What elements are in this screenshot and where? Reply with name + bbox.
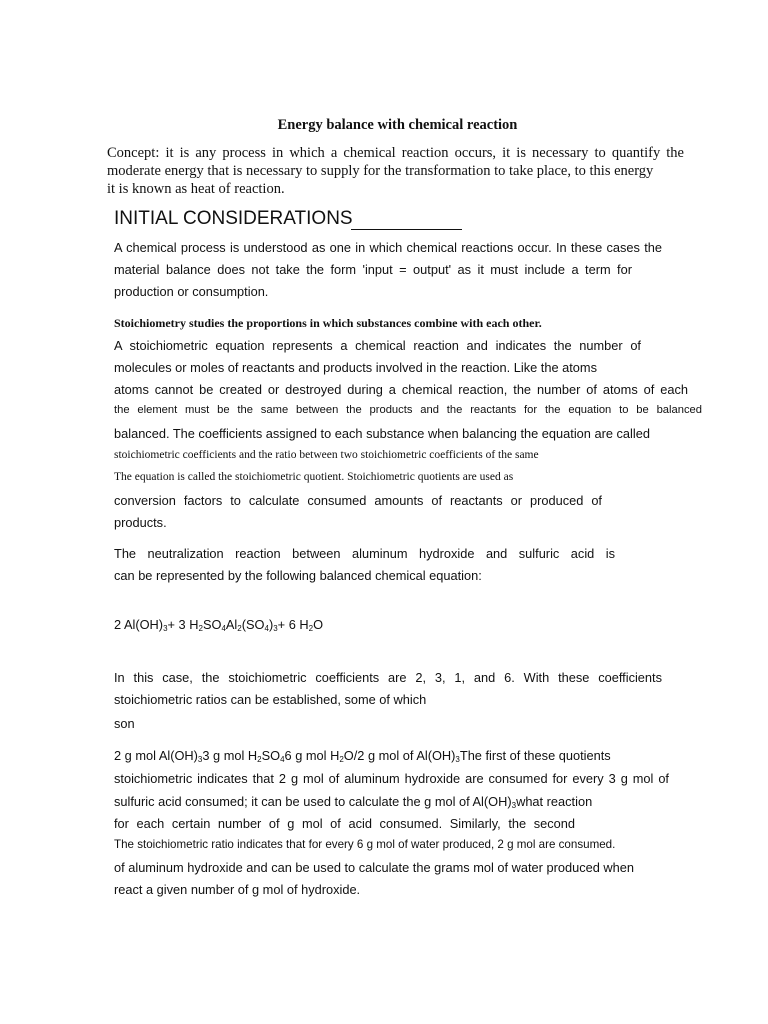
eq-part: + 3 H — [167, 617, 199, 632]
eq-sub: 2 — [308, 624, 314, 633]
para3-line-1: The neutralization reaction between aluminum hydroxide and sulfuric acid is — [114, 546, 615, 561]
ratios-line — [114, 748, 611, 763]
section-heading — [114, 208, 462, 230]
eq-part: 2 Al(OH) — [114, 617, 164, 632]
para4-line-2: stoichiometric ratios can be established, some of which — [114, 692, 427, 707]
para5-line-5: of aluminum hydroxide and can be used to calculate the grams mol of water produced when — [114, 860, 634, 875]
ratio-part: 2 g mol Al(OH) — [114, 748, 198, 763]
ratio-part: SO — [261, 748, 281, 763]
eq-sub: 4 — [221, 624, 226, 633]
para2-line-3: atoms cannot be created or destroyed during a chemical reaction, the number of atoms of each — [114, 382, 688, 397]
eq-sub: 3 — [273, 624, 278, 633]
ratio-sub: 4 — [280, 755, 285, 764]
eq-sub: 3 — [163, 624, 168, 633]
para2-line-4: the element must be the same between the products and the reactants for the equation to be balanced — [114, 404, 702, 416]
para4-line-3: son — [114, 716, 135, 731]
stoichiometry-title: Stoichiometry studies the proportions in which substances combine with each other. — [114, 316, 542, 330]
concept-line-2: moderate energy that is necessary to supply for the transformation to take place, to this energy — [107, 163, 654, 179]
para5-line-1: stoichiometric indicates that 2 g mol of aluminum hydroxide are consumed for every 3 g mol of — [114, 771, 669, 786]
ratio-part: The first of these quotients — [459, 748, 611, 763]
para1-line-2: material balance does not take the form 'input = output' as it must include a term for — [114, 262, 632, 277]
para2-line-2: molecules or moles of reactants and products involved in the reaction. Like the atoms — [114, 360, 597, 375]
concept-line-1: Concept: it is any process in which a chemical reaction occurs, it is necessary to quantify the — [107, 145, 684, 161]
ratio-part: O/2 g mol of Al(OH) — [343, 748, 456, 763]
para5-line-4: The stoichiometric ratio indicates that for every 6 g mol of water produced, 2 g mol are consumed. — [114, 838, 616, 851]
eq-part: SO — [202, 617, 222, 632]
para2-line-9: products. — [114, 515, 167, 530]
chemical-equation — [114, 617, 323, 632]
section-heading-text: INITIAL CONSIDERATIONS — [114, 208, 353, 229]
para2-line-1: A stoichiometric equation represents a chemical reaction and indicates the number of — [114, 338, 641, 353]
ratio-sub: 3 — [455, 755, 460, 764]
ratio-part: 6 g mol H — [284, 748, 340, 763]
eq-part: + 6 H — [277, 617, 309, 632]
ratio-sub: 3 — [197, 755, 203, 764]
para5-line-3: for each certain number of g mol of acid consumed. Similarly, the second — [114, 816, 575, 831]
para3-line-2: can be represented by the following balanced chemical equation: — [114, 568, 482, 583]
para1-line-1: A chemical process is understood as one in which chemical reactions occur. In these cases the — [114, 240, 662, 255]
eq-sub: 2 — [237, 624, 242, 633]
para5-line-2-text: sulfuric acid consumed; it can be used to calculate the g mol of Al(OH) — [114, 794, 512, 809]
heading-underline — [351, 210, 462, 230]
para5-line-6: react a given number of g mol of hydroxide. — [114, 882, 361, 897]
ratio-part: 3 g mol H — [202, 748, 258, 763]
eq-part: (SO — [241, 617, 265, 632]
para2-line-8: conversion factors to calculate consumed amounts of reactants or produced of — [114, 493, 602, 508]
para2-line-5: balanced. The coefficients assigned to each substance when balancing the equation are called — [114, 426, 650, 441]
eq-part: O — [313, 617, 324, 632]
page-title: Energy balance with chemical reaction — [277, 117, 518, 133]
para5-line-2-sub: 3 — [511, 801, 517, 810]
para4-line-1: In this case, the stoichiometric coefficients are 2, 3, 1, and 6. With these coefficients — [114, 670, 662, 685]
para2-line-7: The equation is called the stoichiometric quotient. Stoichiometric quotients are used as — [114, 471, 514, 483]
concept-line-3: it is known as heat of reaction. — [107, 181, 285, 197]
eq-part: Al — [225, 617, 238, 632]
eq-part: ) — [268, 617, 274, 632]
eq-sub: 2 — [198, 624, 203, 633]
para5-line-2 — [114, 794, 592, 809]
ratio-sub: 2 — [257, 755, 262, 764]
para2-line-6: stoichiometric coefficients and the ratio between two stoichiometric coefficients of the same — [114, 449, 539, 461]
para1-line-3: production or consumption. — [114, 284, 269, 299]
ratio-sub: 2 — [339, 755, 344, 764]
eq-sub: 4 — [264, 624, 269, 633]
para5-line-2-text-end: what reaction — [516, 794, 593, 809]
